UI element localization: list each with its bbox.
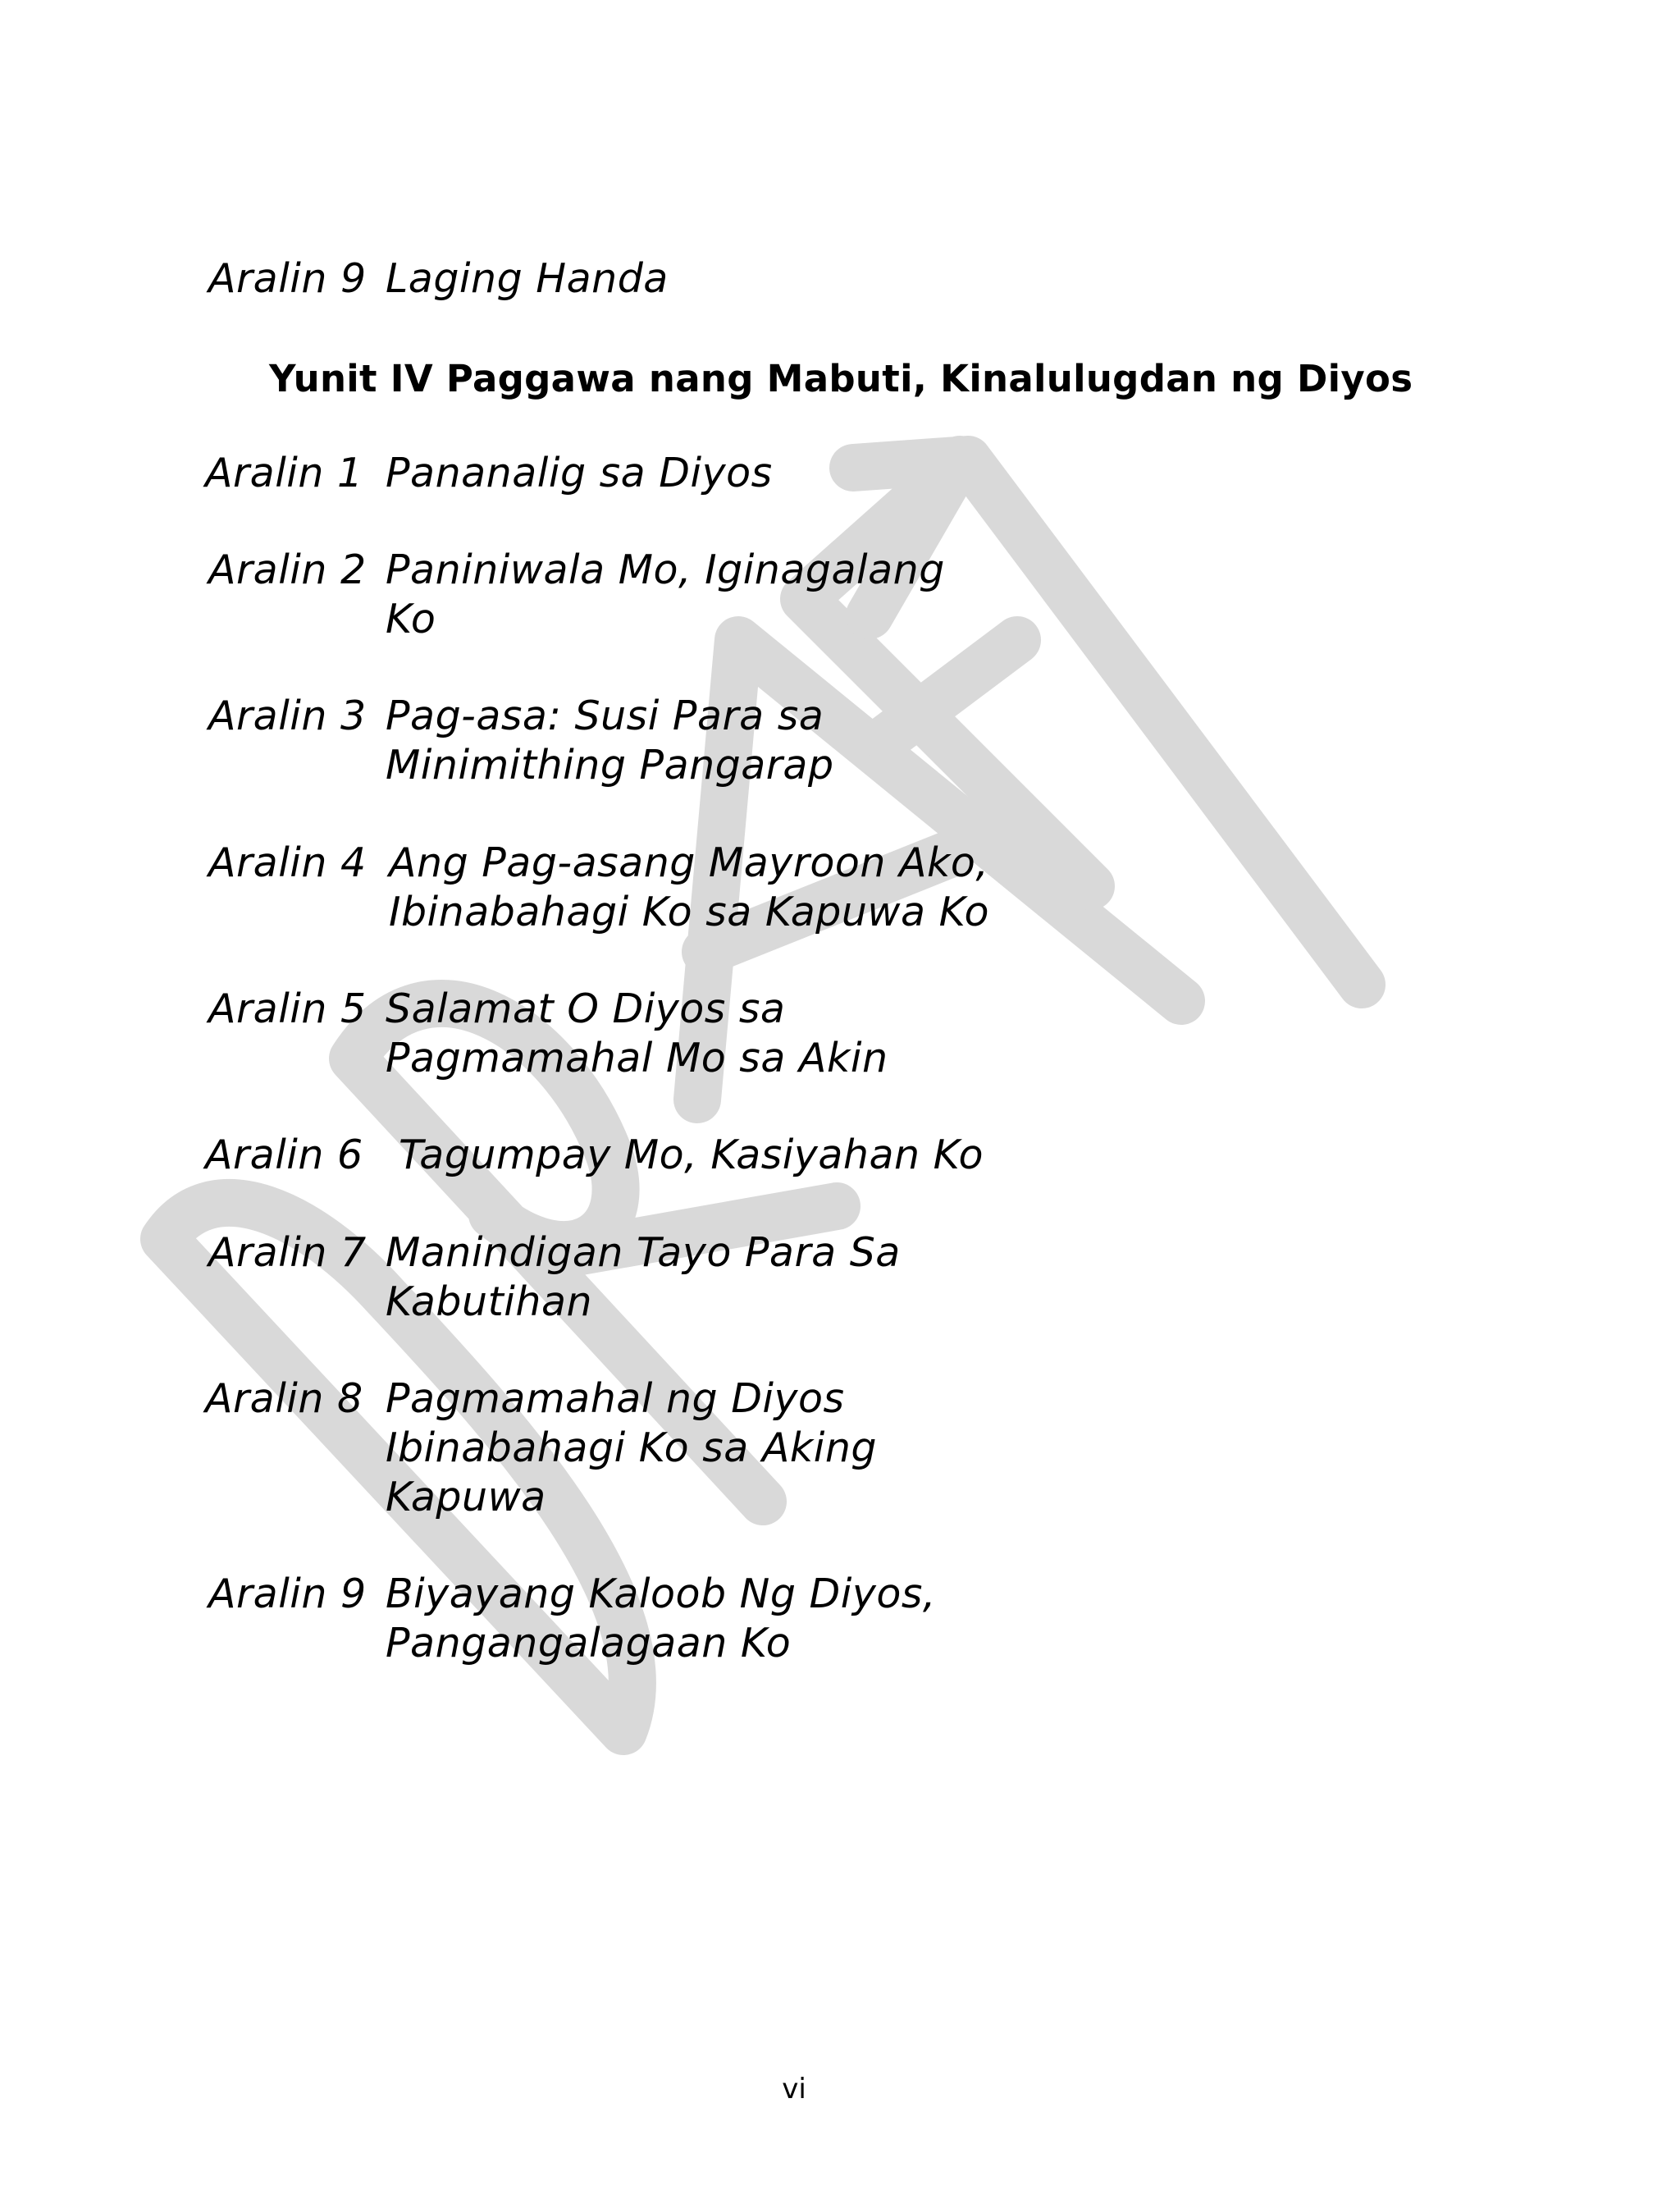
lesson-title: Paniniwala Mo, Iginagalang Ko <box>386 546 945 642</box>
lesson-title: Tagumpay Mo, Kasiyahan Ko <box>399 1132 984 1178</box>
lesson-title: Salamat O Diyos sa Pagmamahal Mo sa Akin <box>386 985 888 1081</box>
lesson-number: Aralin 8 <box>205 1375 363 1422</box>
unit-heading: Yunit IV Paggawa nang Mabuti, Kinalulugdan ng Diyos <box>269 357 1413 400</box>
lesson-number: Aralin 1 <box>205 450 363 496</box>
lesson-title: Biyayang Kaloob Ng Diyos, Pangangalagaan Ko <box>386 1570 936 1667</box>
page-number: vi <box>782 2073 806 2105</box>
lesson-title: Laging Handa <box>386 255 669 302</box>
lesson-number: Aralin 5 <box>208 985 367 1032</box>
lesson-number: Aralin 2 <box>208 546 367 593</box>
lesson-number: Aralin 4 <box>208 839 367 886</box>
lesson-number: Aralin 7 <box>208 1229 367 1276</box>
lesson-number: Aralin 6 <box>205 1132 363 1178</box>
lesson-title: Ang Pag-asang Mayroon Ako, Ibinabahagi Ko sa Kapuwa Ko <box>389 839 989 935</box>
lesson-number: Aralin 3 <box>208 693 367 739</box>
lesson-title: Pag-asa: Susi Para sa Minimithing Pangarap <box>386 693 834 789</box>
lesson-title: Manindigan Tayo Para Sa Kabutihan <box>386 1229 901 1325</box>
lesson-number: Aralin 9 <box>208 255 367 302</box>
lesson-number: Aralin 9 <box>208 1570 367 1617</box>
lesson-title: Pagmamahal ng Diyos Ibinabahagi Ko sa Aking Kapuwa <box>386 1375 877 1520</box>
lesson-title: Pananalig sa Diyos <box>386 450 773 496</box>
